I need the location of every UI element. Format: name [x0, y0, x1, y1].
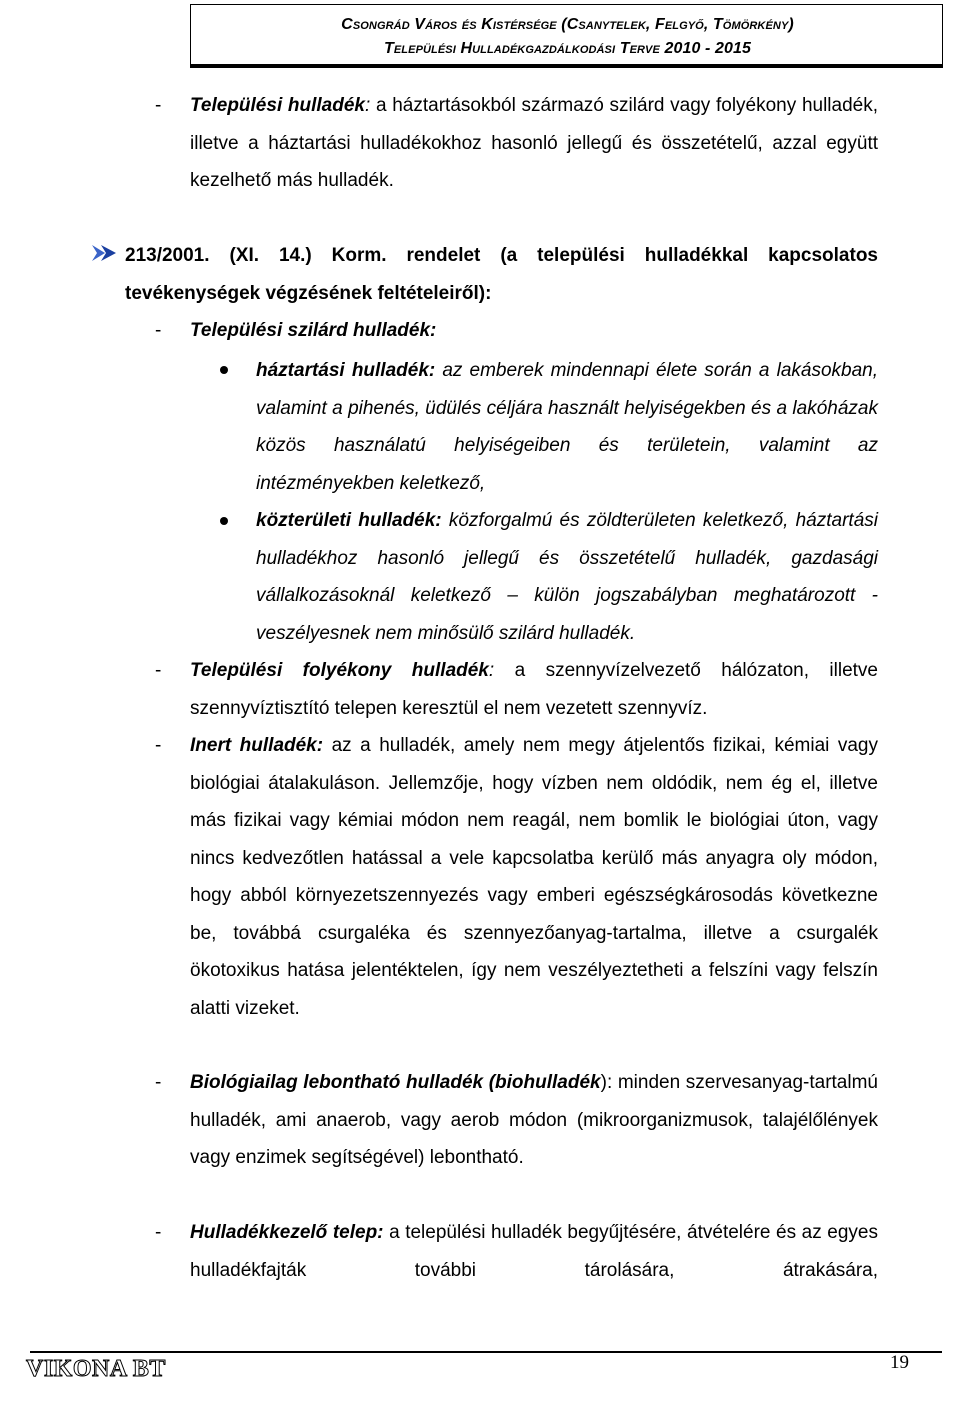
- definition-telepulesi-hulladek: Települési hulladék: a háztartásokból származó szilárd vagy folyékony hulladék, illetve a háztartási hulladékokhoz hasonló jellegű és összetételű, azzal együtt kezelhető más hulladék.: [190, 95, 879, 191]
- header-title: Csongrád Város és Kistérsége (Csanytelek, Felgyő, Tömörkény): [341, 16, 794, 33]
- definition-term: Biológiailag lebontható hulladék (biohulladék: [190, 1072, 601, 1093]
- list-dash: -: [155, 660, 162, 681]
- bullet-kozteruleti-hulladek: [256, 502, 878, 652]
- definition-text: a szennyvízelvezető hálózaton, illetve szennyvíztisztító telepen keresztül el nem vezetett szennyvíz.: [190, 660, 878, 719]
- definition-text: minden szervesanyag-tartalmú hulladék, ami anaerob, vagy aerob módon (mikroorganizmusok, talajélőlények vagy enzimek segítségével) lebontható.: [190, 1072, 878, 1168]
- definition-term: Hulladékkezelő telep:: [190, 1222, 384, 1243]
- header-subtitle: Települési Hulladékgazdálkodási Terve 2010 - 2015: [384, 40, 751, 57]
- definition-text: az a hulladék, amely nem megy átjelentős fizikai, kémiai vagy biológiai átalakuláson. Jellemzője, hogy vízben nem oldódik, nem ég el, illetve más fizikai vagy kémiai módon nem reagál, nem bomlik le biológiai úton, vagy nincs kedvezőtlen hatással a vele kapcsolatba kerülő más anyagra oly módon, hogy abból környezetszennyezés vagy emberi egészségkárosodás következne be, továbbá csurgaléka és szennyezőanyag-tartalma, illetve a csurgalék ökotoxikus hatása jelentéktelen, így nem veszélyeztetheti a felszíni vagy felszín alatti vizeket.: [190, 735, 878, 1019]
- header-rule: [190, 64, 943, 68]
- bullet-text: közforgalmú és zöldterületen keletkező, háztartási hulladékhoz hasonló jellegű és összetételű hulladék, gazdasági vállalkozásoknál keletkező – külön jogszabályban meghatározott - veszélyesnek nem minősülő szilárd hulladék.: [256, 510, 878, 644]
- definition-term: Települési hulladék: [190, 95, 365, 116]
- definition-term: Települési folyékony hulladék: [190, 660, 489, 681]
- definition-term: Inert hulladék:: [190, 735, 324, 756]
- definition-hulladekkezelo-telep: [190, 1214, 878, 1289]
- list-dash: -: [155, 1072, 162, 1093]
- bullet-dot: [220, 517, 228, 525]
- definition-folyekony-hulladek: Települési folyékony hulladék: a szennyvízelvezető hálózaton, illetve szennyvíztisztító telepen keresztül el nem vezetett szennyvíz.: [190, 660, 878, 719]
- page-number: 19: [890, 1352, 909, 1373]
- regulation-heading: 213/2001. (XI. 14.) Korm. rendelet (a települési hulladékkal kapcsolatos tevékenységek végzésének feltételeiről):: [125, 245, 878, 304]
- bullet-haztartasi-hulladek: [256, 352, 878, 502]
- bullet-text: az emberek mindennapi élete során a lakásokban, valamint a pihenés, üdülés céljára használt helyiségekben és a lakóházak közös használatú helyiségeiben és területein, valamint az intézményekben keletkező,: [256, 360, 879, 494]
- bullet-term: közterületi hulladék:: [256, 510, 442, 531]
- definition-text: a települési hulladék begyűjtésére, átvételére és az egyes hulladékfajták további tárolására, átrakására,: [190, 1222, 878, 1281]
- solid-waste-label: Települési szilárd hulladék:: [190, 320, 437, 341]
- definition-text: a háztartásokból származó szilárd vagy folyékony hulladék, illetve a háztartási hulladékokhoz hasonló jellegű és összetételű, azzal együtt kezelhető más hulladék.: [190, 95, 879, 191]
- definition-biohulladek: Biológiailag lebontható hulladék (biohulladék): minden szervesanyag-tartalmú hulladék, ami anaerob, vagy aerob módon (mikroorganizmusok, talajélőlények vagy enzimek segítségével) lebontható.: [190, 1072, 878, 1168]
- bullet-dot: [220, 366, 228, 374]
- footer-brand-logo: VIKONA BT: [26, 1356, 166, 1382]
- list-dash: -: [155, 735, 162, 756]
- bullet-term: háztartási hulladék:: [256, 360, 436, 381]
- list-dash: -: [155, 1222, 162, 1243]
- list-dash: -: [155, 95, 162, 116]
- footer-rule: [30, 1351, 942, 1353]
- definition-inert-hulladek: [190, 727, 878, 1027]
- list-dash: -: [155, 320, 162, 341]
- arrow-bullet-icon: [91, 242, 117, 264]
